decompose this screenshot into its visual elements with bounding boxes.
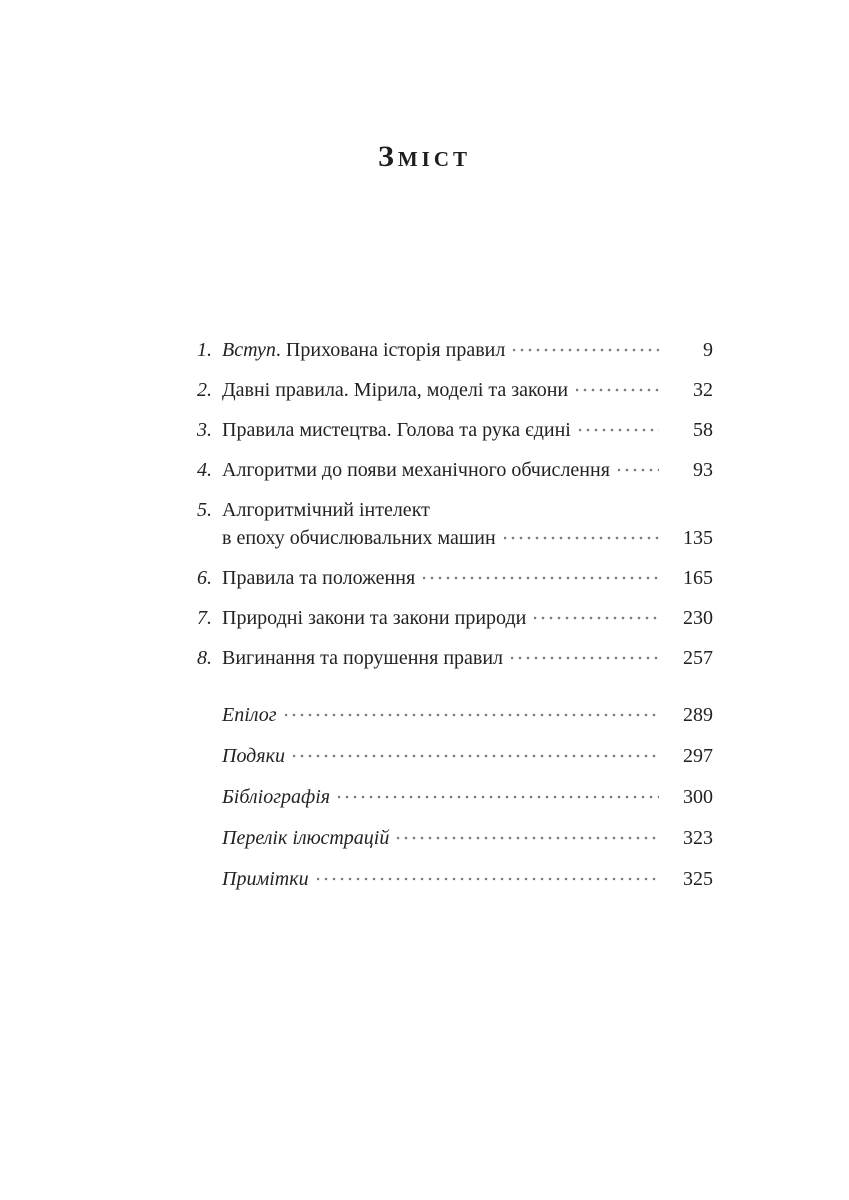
toc-entry-title: Епілог [222, 704, 277, 726]
table-of-contents [197, 337, 713, 685]
dot-leader [504, 525, 659, 551]
toc-entry [222, 743, 713, 769]
dot-leader [285, 702, 659, 728]
dot-leader [293, 743, 659, 769]
toc-entry-page-number: 230 [683, 607, 713, 629]
toc-entry-title: Правила та положення [222, 567, 416, 589]
toc-entry-page-number: 93 [693, 459, 713, 481]
toc-entry-number: 6. [197, 567, 212, 589]
toc-entry-page-number: 165 [683, 567, 713, 589]
toc-entry-page-number: 297 [683, 745, 713, 767]
toc-entry [222, 784, 713, 810]
toc-entry [222, 702, 713, 728]
toc-entry-page-number: 323 [683, 827, 713, 849]
toc-entry-title: Вигинання та порушення правил [222, 647, 504, 669]
dot-leader [317, 866, 659, 892]
page-title: ЗМІСТ [377, 140, 471, 173]
toc-entry-title: Правила мистецтва. Голова та рука єдині [222, 419, 571, 441]
toc-entry-title: Природні закони та закони природи [222, 607, 527, 629]
toc-entry [197, 377, 713, 403]
toc-entry-number: 2. [197, 379, 212, 401]
dot-leader [618, 457, 659, 483]
toc-entry-page-number: 325 [683, 868, 713, 890]
toc-entry [197, 337, 713, 363]
toc-entry [197, 645, 713, 671]
toc-entry-title-italic: Вступ [222, 339, 276, 361]
toc-entry-title-line2-row [222, 525, 713, 551]
toc-entry-number: 3. [197, 419, 212, 441]
toc-entry-page-number: 32 [693, 379, 713, 401]
toc-entry [222, 866, 713, 892]
toc-entry-number: 5. [197, 499, 212, 521]
toc-entry [197, 457, 713, 483]
toc-entry-title-line1: Алгоритмічний інтелект [222, 499, 430, 521]
toc-entry-text-block [222, 497, 713, 551]
toc-entry [197, 605, 713, 631]
dot-leader [576, 377, 659, 403]
toc-entry-page-number: 300 [683, 786, 713, 808]
toc-entry [197, 565, 713, 591]
toc-entry [197, 417, 713, 443]
toc-entry [222, 825, 713, 851]
toc-entry-page-number: 289 [683, 704, 713, 726]
toc-entry-title: Бібліографія [222, 786, 331, 808]
toc-entry-title: Примітки [222, 868, 309, 890]
toc-entry-number: 1. [197, 339, 212, 361]
dot-leader [513, 337, 659, 363]
dot-leader [579, 417, 659, 443]
toc-entry-number: 4. [197, 459, 212, 481]
dot-leader [423, 565, 659, 591]
dot-leader [397, 825, 659, 851]
toc-entry-page-number: 135 [683, 527, 713, 549]
toc-entry-number: 8. [197, 647, 212, 669]
toc-entry-page-number: 58 [693, 419, 713, 441]
toc-entry-number: 7. [197, 607, 212, 629]
toc-entry-page-number: 257 [683, 647, 713, 669]
toc-entry-page-number: 9 [703, 339, 713, 361]
toc-entry-title: Давні правила. Мірила, моделі та закони [222, 379, 569, 401]
toc-entry-title: Подяки [222, 745, 285, 767]
dot-leader [534, 605, 659, 631]
dot-leader [338, 784, 659, 810]
dot-leader [511, 645, 659, 671]
toc-entry-title-line2: в епоху обчислювальних машин [222, 527, 496, 549]
toc-entry-title: Перелік ілюстрацій [222, 827, 390, 849]
toc-entry [197, 497, 713, 551]
back-matter-list [222, 702, 713, 907]
toc-entry-title: . Прихована історія правил [275, 339, 506, 361]
toc-entry-title: Алгоритми до появи механічного обчислення [222, 459, 610, 481]
